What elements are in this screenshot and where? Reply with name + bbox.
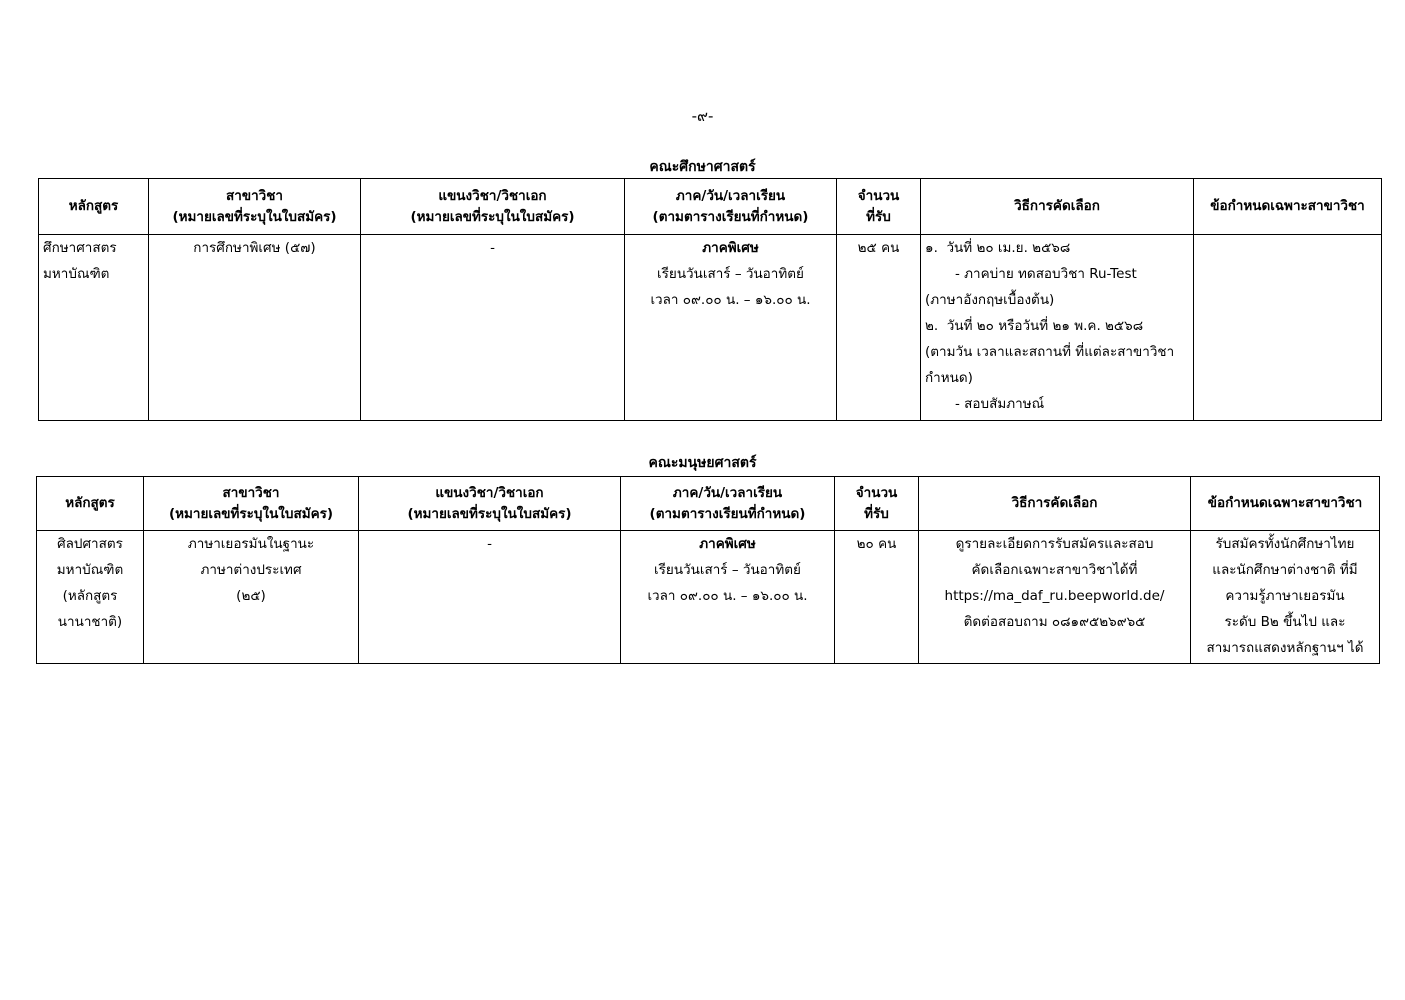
header-schedule: ภาค/วัน/เวลาเรียน (ตามตารางเรียนที่กำหนด) xyxy=(625,179,837,235)
cell-selection: ๑. วันที่ ๒๐ เม.ย. ๒๕๖๘ - ภาคบ่าย ทดสอบวิชา Ru-Test (ภาษาอังกฤษเบื้องต้น) ๒. วันที่ ๒๐ หรือวันที่ ๒๑ พ.ค. ๒๕๖๘ (ตามวัน เวลาและสถานที่ ที่แต่ละสาขาวิชา กำหนด) - สอบสัมภาษณ์ xyxy=(921,235,1194,421)
admission-table-humanities xyxy=(36,476,1380,664)
cell-minor: - xyxy=(361,235,625,421)
header-requirements: ข้อกำหนดเฉพาะสาขาวิชา xyxy=(1194,179,1382,235)
header-major: สาขาวิชา (หมายเลขที่ระบุในใบสมัคร) xyxy=(144,477,359,531)
header-minor: แขนงวิชา/วิชาเอก (หมายเลขที่ระบุในใบสมัคร) xyxy=(361,179,625,235)
cell-minor: - xyxy=(359,531,621,664)
faculty-title-humanities: คณะมนุษยศาสตร์ xyxy=(648,455,757,471)
table-header-row xyxy=(39,179,1382,235)
cell-major: การศึกษาพิเศษ (๕๗) xyxy=(149,235,361,421)
cell-schedule: ภาคพิเศษ เรียนวันเสาร์ – วันอาทิตย์ เวลา ๐๙.๐๐ น. – ๑๖.๐๐ น. xyxy=(625,235,837,421)
cell-selection: ดูรายละเอียดการรับสมัครและสอบ คัดเลือกเฉพาะสาขาวิชาได้ที่ https://ma_daf_ru.beepworld.de/ ติดต่อสอบถาม ๐๘๑๙๕๒๖๙๖๕ xyxy=(919,531,1191,664)
page-number: -๙- xyxy=(691,107,714,125)
header-program: หลักสูตร xyxy=(37,477,144,531)
header-schedule: ภาค/วัน/เวลาเรียน (ตามตารางเรียนที่กำหนด) xyxy=(621,477,835,531)
admission-table-education xyxy=(38,178,1382,421)
cell-requirements: รับสมัครทั้งนักศึกษาไทย และนักศึกษาต่างชาติ ที่มี ความรู้ภาษาเยอรมัน ระดับ B๒ ขึ้นไป และ สามารถแสดงหลักฐานฯ ได้ xyxy=(1191,531,1380,664)
header-minor: แขนงวิชา/วิชาเอก (หมายเลขที่ระบุในใบสมัคร) xyxy=(359,477,621,531)
table-header-row xyxy=(37,477,1380,531)
header-quota: จำนวน ที่รับ xyxy=(837,179,921,235)
cell-quota: ๒๐ คน xyxy=(835,531,919,664)
cell-program: ศิลปศาสตร มหาบัณฑิต (หลักสูตร นานาชาติ) xyxy=(37,531,144,664)
header-selection: วิธีการคัดเลือก xyxy=(921,179,1194,235)
header-major: สาขาวิชา (หมายเลขที่ระบุในใบสมัคร) xyxy=(149,179,361,235)
table-row xyxy=(37,531,1380,664)
cell-quota: ๒๕ คน xyxy=(837,235,921,421)
cell-program: ศึกษาศาสตร มหาบัณฑิต xyxy=(39,235,149,421)
faculty-title-education: คณะศึกษาศาสตร์ xyxy=(649,159,756,175)
table-row xyxy=(39,235,1382,421)
cell-requirements xyxy=(1194,235,1382,421)
cell-major: ภาษาเยอรมันในฐานะ ภาษาต่างประเทศ (๒๕) xyxy=(144,531,359,664)
header-selection: วิธีการคัดเลือก xyxy=(919,477,1191,531)
header-quota: จำนวน ที่รับ xyxy=(835,477,919,531)
header-requirements: ข้อกำหนดเฉพาะสาขาวิชา xyxy=(1191,477,1380,531)
header-program: หลักสูตร xyxy=(39,179,149,235)
cell-schedule: ภาคพิเศษ เรียนวันเสาร์ – วันอาทิตย์ เวลา ๐๙.๐๐ น. – ๑๖.๐๐ น. xyxy=(621,531,835,664)
